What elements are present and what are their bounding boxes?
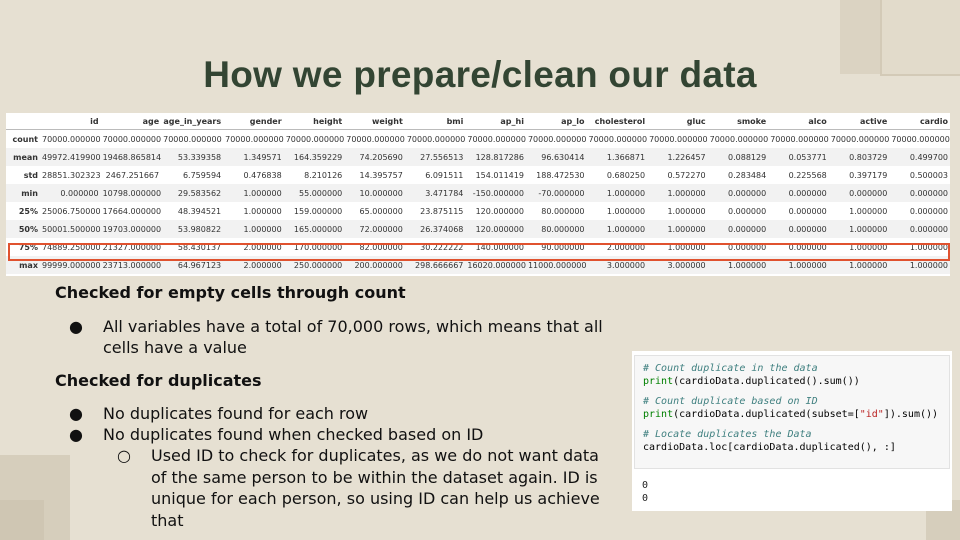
table-cell: 70000.000000 [285,134,345,144]
table-cell: -70.000000 [526,184,587,202]
table-cell: 11000.000000 [526,256,587,274]
table-cell: 1.000000 [223,184,284,202]
table-cell: -150.000000 [465,184,526,202]
table-cell: 10.000000 [344,184,405,202]
table-cell: 165.000000 [284,220,345,238]
sub-bullet-marker: ○ [117,446,131,465]
code-keyword: print [643,376,674,387]
code-input [634,355,950,469]
slide-title: How we prepare/clean our data [203,54,757,95]
table-cell: 90.000000 [541,242,585,252]
table-cell: 1.000000 [829,256,890,274]
table-cell: 55.000000 [284,184,345,202]
table-cell: 72.000000 [344,220,405,238]
table-cell: 23713.000000 [101,256,162,274]
table-header-row [6,113,950,130]
table-cell: 6.091511 [425,170,464,180]
row-label: std [23,170,38,180]
table-cell: 1.000000 [768,256,829,274]
row-label: count [12,134,38,144]
table-cell: 70000.000000 [406,134,466,144]
column-header: alco [768,113,829,130]
table-cell: 1.000000 [587,184,648,202]
table-cell: 58.430137 [177,242,222,252]
table-cell: 120.000000 [475,206,524,216]
code-text: (cardioData.duplicated(subset=[ [673,409,860,420]
table-cell: 1.000000 [587,220,648,238]
table-cell: 70000.000000 [830,134,890,144]
code-output [632,469,952,515]
table-cell: 3.000000 [587,256,648,274]
table-cell: 1.000000 [243,206,282,216]
table-cell: 0.397179 [849,170,888,180]
table-cell: 82.000000 [359,242,403,252]
table-cell: 0.283484 [728,170,767,180]
table-cell: 0.000000 [728,206,767,216]
table-cell: 0.000000 [788,242,827,252]
table-cell: 0.000000 [889,220,950,238]
table-cell: 70000.000000 [770,134,829,144]
row-label: 75% [18,242,38,252]
column-header: gluc [647,113,708,130]
bullet-text: All variables have a total of 70,000 rows, which means that all cells have a value [103,317,603,357]
table-cell: 1.349571 [223,148,284,166]
table-cell: 70000.000000 [527,134,587,144]
table-cell: 188.472530 [536,170,585,180]
table-cell: 3.471784 [405,184,466,202]
code-comment: # Locate duplicates the Data [643,429,812,440]
table-cell: 53.339358 [161,148,223,166]
table-cell: 53.980822 [161,220,223,238]
table-cell: 70000.000000 [891,134,950,144]
table-cell: 17664.000000 [102,206,162,216]
table-cell: 1.000000 [909,242,948,252]
table-cell: 23.875115 [420,206,464,216]
table-cell: 1.000000 [829,220,890,238]
table-cell: 200.000000 [344,256,405,274]
code-text: ]).sum()) [883,409,939,420]
table-cell: 159.000000 [293,206,343,216]
table-cell: 120.000000 [465,220,526,238]
table-cell: 8.210126 [304,170,343,180]
column-header: weight [344,113,405,130]
table-cell: 70000.000000 [649,134,708,144]
table-cell: 154.011419 [475,170,524,180]
table-cell: 1.366871 [587,148,648,166]
table-cell: 140.000000 [475,242,524,252]
table-cell: 74.205690 [344,148,405,166]
sub-bullet-item-id-reason [55,445,601,531]
table-cell: 70000.000000 [225,134,284,144]
table-cell: 99999.000000 [40,256,101,274]
table-cell: 27.556513 [405,148,466,166]
column-header: age_in_years [161,113,223,130]
table-cell: 0.000000 [768,220,829,238]
table-cell: 25006.750000 [42,206,101,216]
table-cell: 2.000000 [243,242,282,252]
table-cell: 170.000000 [293,242,343,252]
code-line: cardioData.loc[cardioData.duplicated(), :] [643,442,896,453]
table-cell: 2467.251667 [105,170,160,180]
table-cell: 10798.000000 [101,184,162,202]
table-cell: 0.000000 [708,184,769,202]
table-cell: 0.000000 [909,206,948,216]
table-cell: 0.499700 [889,148,950,166]
column-header: active [829,113,890,130]
table-cell: 0.000000 [889,184,950,202]
table-cell: 26.374068 [405,220,466,238]
table-cell: 0.572270 [667,170,706,180]
column-header: ap_lo [526,113,587,130]
table-cell: 70000.000000 [709,134,769,144]
table-cell: 0.680250 [606,170,646,180]
table-cell: 298.666667 [405,256,466,274]
table-cell: 0.000000 [708,220,769,238]
bullet-item-no-dup-id [55,424,635,445]
table-cell: 70000.000000 [42,134,101,144]
table-cell: 64.967123 [161,256,223,274]
table-cell: 1.000000 [708,256,769,274]
table-cell: 0.088129 [708,148,769,166]
code-string: "id" [859,409,884,420]
table-cell: 70000.000000 [588,134,648,144]
code-cell [632,351,952,511]
table-cell: 49972.419900 [40,148,101,166]
count-row-highlight-box [8,243,950,261]
code-keyword: print [643,409,674,420]
table-cell: 70000.000000 [467,134,526,144]
table-cell: 250.000000 [284,256,345,274]
table-cell: 1.000000 [647,184,708,202]
table-cell: 2.000000 [223,256,284,274]
table-cell: 1.000000 [849,242,888,252]
heading-duplicates: Checked for duplicates [55,371,262,390]
table-cell: 48.394521 [177,206,222,216]
table-corner-cell [6,113,40,130]
column-header: gender [223,113,284,130]
table-cell: 0.000000 [768,184,829,202]
table-cell: 29.583562 [161,184,223,202]
table-cell: 1.000000 [667,242,706,252]
bullet-item-no-dup-rows [55,403,635,424]
sub-bullet-text: Used ID to check for duplicates, as we do not want data of the same person to be within the dataset again. ID is unique for each person, so using ID can help us achieve that [151,446,600,530]
decor-shape-bottom-left-front [0,500,44,540]
table-cell: 0.000000 [829,184,890,202]
table-cell: 96.630414 [526,148,587,166]
bullet-marker: ● [69,404,83,423]
column-header: smoke [708,113,769,130]
code-comment: # Count duplicate based on ID [643,396,818,407]
table-cell: 50001.500000 [40,220,101,238]
column-header: cholesterol [587,113,648,130]
code-text: (cardioData.duplicated().sum()) [673,376,860,387]
table-cell: 128.817286 [465,148,526,166]
table-cell: 65.000000 [359,206,403,216]
table-row [6,166,950,184]
column-header: cardio [889,113,950,130]
row-label: max [6,256,40,274]
output-line: 0 [642,493,649,504]
table-cell: 0.225568 [788,170,827,180]
table-cell: 3.000000 [647,256,708,274]
bullet-marker: ● [69,317,83,336]
table-row [6,184,950,202]
column-header: id [40,113,101,130]
table-cell: 16020.000000 [465,256,526,274]
code-line [643,375,941,388]
table-cell: 28851.302323 [42,170,101,180]
row-label: 50% [6,220,40,238]
table-cell: 19703.000000 [101,220,162,238]
column-header: age [101,113,162,130]
table-cell: 0.000000 [728,242,767,252]
table-cell: 70000.000000 [163,134,222,144]
table-cell: 19468.865814 [101,148,162,166]
heading-empty-cells: Checked for empty cells through count [55,283,406,302]
table-cell: 70000.000000 [346,134,405,144]
table-cell: 1.000000 [647,220,708,238]
code-line [643,408,941,421]
column-header: ap_hi [465,113,526,130]
table-cell: 0.000000 [40,184,101,202]
table-cell: 164.359229 [284,148,345,166]
code-comment: # Count duplicate in the data [643,363,818,374]
table-cell: 0.803729 [829,148,890,166]
table-cell: 0.476838 [243,170,282,180]
table-cell: 1.000000 [667,206,706,216]
table-cell: 2.000000 [606,242,646,252]
table-cell: 80.000000 [541,206,585,216]
column-header: height [284,113,345,130]
table-cell: 6.759594 [182,170,222,180]
table-row [6,202,950,220]
table-cell: 1.000000 [606,206,646,216]
table-cell: 1.000000 [889,256,950,274]
table-row [6,220,950,238]
bullet-text: No duplicates found for each row [103,404,369,423]
table-cell: 0.500003 [909,170,948,180]
table-cell: 1.000000 [849,206,888,216]
row-label: mean [6,148,40,166]
bullet-marker: ● [69,425,83,444]
table-cell: 30.222222 [420,242,464,252]
table-cell: 1.226457 [647,148,708,166]
describe-stats-table [6,113,950,276]
table-cell: 0.053771 [768,148,829,166]
table-row [6,130,950,149]
table-cell: 70000.000000 [102,134,162,144]
table-cell: 80.000000 [526,220,587,238]
row-label: 25% [18,206,38,216]
row-label: min [6,184,40,202]
table-row [6,148,950,166]
bullet-item-rows [55,316,635,358]
column-header: bmi [405,113,466,130]
table-cell: 1.000000 [223,220,284,238]
table-cell: 21327.000000 [102,242,162,252]
table-cell: 0.000000 [788,206,827,216]
table-cell: 74889.250000 [42,242,101,252]
output-line: 0 [642,480,649,491]
bullet-text: No duplicates found when checked based on ID [103,425,484,444]
notes-panel [55,283,635,531]
table-cell: 14.395757 [359,170,403,180]
